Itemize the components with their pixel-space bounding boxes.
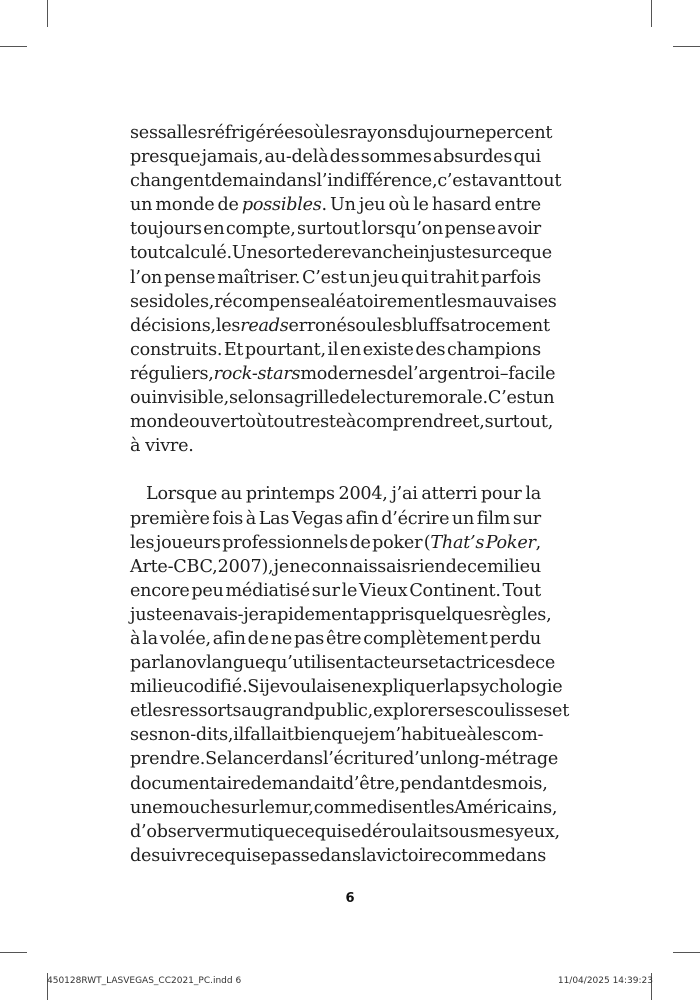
word: rock-stars [213,363,301,384]
page-number: 6 [345,891,355,906]
text-line [130,651,555,675]
word: pour [480,484,522,505]
crop-mark-top-right [651,0,652,27]
word: C’est [487,388,533,409]
text-line [130,362,556,386]
word: grille [293,388,340,409]
word: et [428,653,446,674]
word: psychologie [459,677,563,698]
word: de [386,363,408,384]
word: que [331,725,364,746]
crop-mark-left-bottom [0,952,27,953]
word: mes [478,821,514,842]
word: Vieux [359,580,408,601]
text-line [130,531,541,555]
text-line [130,121,553,145]
word: que [519,243,552,264]
word: qui [224,845,252,866]
word: film [476,508,511,529]
word: quelques [413,604,493,625]
word: se [342,821,361,842]
word: percent [485,123,553,143]
word: à [245,508,257,529]
word: au-delà [264,147,329,168]
word: qui [314,821,343,842]
word: compte, [225,219,296,240]
word: d’observer [130,821,223,842]
word: la [360,845,377,866]
word: calculé. [165,243,232,264]
word: de [514,653,536,674]
body-text [130,121,570,868]
word: Continent. [409,580,501,601]
word: parfois [480,267,541,288]
word: mois, [501,773,548,794]
word: avoir [497,219,541,240]
text-line [130,555,541,579]
word: atrocement [449,315,550,336]
word: disent [376,797,430,818]
word: printemps [245,484,335,505]
word: complètement [363,628,488,649]
word: les [441,291,466,312]
word: ressorts [171,701,242,722]
word: pendant [399,773,472,794]
word: les [215,315,241,336]
word: explorer [372,701,447,722]
word: la [444,677,460,698]
word: Se [205,749,228,770]
word: les [476,725,502,746]
word: Arte-CBC, [130,556,218,577]
word: selon [229,388,275,409]
word: prendre. [130,749,206,770]
word: au [241,701,263,722]
slug-filename: 450128RWT_LASVEGAS_CC2021_PC.indd 6 [47,976,242,986]
text-line [130,314,550,338]
word: changent [130,171,212,192]
word: ce [294,821,315,842]
word: victoire [376,845,442,866]
word: qui [513,147,541,168]
word: lecture [360,388,422,409]
word: et, [462,412,485,433]
word: facile [508,363,556,384]
word: entre [494,195,541,216]
word: d’écrire [381,508,450,529]
text-line [130,579,541,603]
word: le [341,580,358,601]
text-line [130,386,555,410]
word: codifié. [183,677,248,698]
word: Un [330,195,356,216]
word: volée, [159,628,211,649]
text-line [130,482,541,506]
word: demandait [250,773,343,794]
word: possibles. [241,195,327,216]
word: sa [274,388,294,409]
word: appris [359,604,414,625]
word: C’est [302,267,347,288]
word: connaissais [310,556,411,577]
word: perdu [489,628,541,649]
word: com- [501,725,544,746]
word: acteurs [363,653,429,674]
word: hasard [431,195,492,216]
text-line [130,675,563,699]
crop-mark-left-top [0,46,27,47]
word: je [273,556,290,577]
word: voulais [279,677,341,698]
word: les [376,315,402,336]
word: rien [410,556,446,577]
word: une [130,797,163,818]
text-line [130,266,541,290]
word: ou [130,388,152,409]
word: vivre. [145,436,194,457]
word: dans [319,845,361,866]
word: novlangue [175,653,266,674]
text-line [130,193,541,217]
word: existe [362,339,414,360]
word: à [130,436,141,457]
word: lorsqu’on [361,219,444,240]
word: la [142,628,158,649]
word: où [245,412,267,433]
word: monde [155,195,215,216]
word: l’on [130,267,163,288]
word: jeu [358,195,386,216]
word: – [499,363,509,384]
word: être [325,628,362,649]
word: invisible, [151,388,230,409]
word: tout [130,243,166,264]
word: champions [446,339,541,360]
word: de [130,845,152,866]
word: de [211,171,233,192]
word: actrices [445,653,515,674]
word: toujours [130,219,202,240]
word: main [232,171,276,192]
word: en [172,604,194,625]
word: coulisses [473,701,553,722]
word: il [327,339,339,360]
word: ses [130,291,158,312]
word: en [340,677,362,698]
word: roi [475,363,500,384]
word: récompense [214,291,321,312]
word: au [220,484,243,505]
word: jour [429,123,464,143]
word: en [339,339,362,360]
word: les [429,797,455,818]
word: encore [130,580,190,601]
text-line [130,290,557,314]
text-line [130,844,547,868]
text-line [130,217,541,241]
word: jamais, [201,147,264,168]
word: afin [345,508,379,529]
word: Lorsque [146,484,218,505]
word: la [159,653,176,674]
word: et [130,701,147,722]
word: se [251,845,271,866]
word: je [264,677,280,698]
word: un [348,267,371,288]
word: des [329,147,360,168]
text-line [130,434,541,458]
word: les [130,532,155,553]
word: joueurs [155,532,221,553]
word: de [247,628,269,649]
word: 2004, [338,484,388,505]
word: tout [266,412,302,433]
word: milieu [487,556,541,577]
word: comprendre [356,412,463,433]
word: mauvaises [465,291,557,312]
word: sur [231,797,260,818]
word: dans [504,845,547,866]
word: l’argent [407,363,476,384]
word: presque [130,147,201,168]
word: revanche [333,243,414,264]
word: de [445,556,467,577]
word: sorte [267,243,312,264]
crop-mark-right-bottom [673,952,700,953]
word: non-dits, [157,725,234,746]
word: à [466,725,477,746]
word: dans [275,171,317,192]
word: mur, [274,797,314,818]
text-line [130,507,541,531]
word: Tout [502,580,541,601]
word: qu’utilisent [265,653,364,674]
word: des [471,773,502,794]
word: bluffs [401,315,450,336]
word: maîtriser. [217,267,301,288]
text-line [130,772,548,796]
word: ce [499,243,520,264]
word: ses [130,123,158,143]
word: sommes [360,147,432,168]
word: et [552,701,570,722]
word: Poker, [485,532,541,553]
text-line [130,410,554,434]
word: Vegas [291,508,343,529]
word: je [363,725,380,746]
text-line [130,820,560,844]
word: comme [313,797,377,818]
word: des [415,339,446,360]
word: jeu [372,267,399,288]
word: sous [439,821,479,842]
word: dans [281,749,323,770]
crop-mark-top-left [47,0,48,27]
word: public, [314,701,373,722]
word: trahit [430,267,479,288]
word: absurdes [432,147,513,168]
word: mutique [222,821,295,842]
word: expliquer [362,677,445,698]
word: réguliers, [130,363,214,384]
word: grand [262,701,315,722]
word: documentaire [130,773,251,794]
slug-timestamp: 11/04/2025 14:39:23 [557,976,653,986]
word: l’écriture [322,749,404,770]
word: un [130,195,153,216]
word: j’ai [391,484,418,505]
word: pas [293,628,325,649]
word: comme [441,845,505,866]
text-line [130,241,552,265]
word: qui [400,267,429,288]
word: ne [270,628,293,649]
word: ou [355,315,377,336]
word: Et [223,339,244,360]
word: de [217,195,239,216]
word: ne [289,556,311,577]
word: lancer [227,749,282,770]
text-line [130,699,570,723]
word: de [339,388,361,409]
paragraph [130,121,562,458]
word: ce [204,845,225,866]
word: fallait [244,725,294,746]
word: pense [164,267,216,288]
crop-mark-right-top [673,46,700,47]
word: le [413,195,429,216]
word: suivre [151,845,205,866]
word: tout [526,171,562,192]
word: ouvert [189,412,246,433]
word: sur [471,243,500,264]
word: c’est [437,171,479,192]
word: salles [157,123,207,143]
word: construits. [130,339,223,360]
word: Las [258,508,290,529]
word: à [345,412,357,433]
word: le [259,797,275,818]
word: règles, [492,604,552,625]
word: juste [130,604,173,625]
text-line [130,338,541,362]
word: injuste [413,243,472,264]
word: Américains, [454,797,558,818]
word: m’habitue [379,725,467,746]
word: décisions, [130,315,216,336]
word: sur [311,580,340,601]
word: de [311,243,334,264]
word: de [349,532,371,553]
word: Une [231,243,268,264]
paragraph [130,482,570,868]
word: les [324,123,349,143]
text-line [130,169,562,193]
word: mouche [162,797,232,818]
word: en [203,219,225,240]
word: où [303,123,325,143]
word: réfrigérées [206,123,304,143]
word: surtout, [484,412,554,433]
word: déroulait [361,821,440,842]
word: sur [512,508,541,529]
word: passe [270,845,320,866]
text-line [130,747,559,771]
word: monde [130,412,190,433]
word: erronés [288,315,356,336]
word: modernes [300,363,387,384]
word: poker [372,532,423,553]
word: d’un [403,749,442,770]
word: il [233,725,245,746]
word: fois [212,508,244,529]
word: (That’s [423,532,485,553]
text-line [130,723,544,747]
word: reste [301,412,346,433]
word: pourtant, [244,339,326,360]
word: afin [212,628,246,649]
word: les [146,701,172,722]
word: reads [240,315,289,336]
word: pense [444,219,496,240]
word: aléatoirement [320,291,442,312]
word: ses [130,725,158,746]
word: où [388,195,410,216]
paragraph-gap [130,458,541,482]
word: par [130,653,160,674]
text-line [130,145,541,169]
text-line [130,796,558,820]
word: du [407,123,430,143]
word: avant [478,171,527,192]
word: un [451,508,475,529]
word: Si [247,677,265,698]
word: un [532,388,555,409]
word: médiatisé [225,580,310,601]
word: rapidement [258,604,360,625]
word: bien [293,725,332,746]
word: d’être, [342,773,400,794]
word: la [525,484,541,505]
text-line [130,627,541,651]
word: première [130,508,210,529]
word: ce [535,653,555,674]
word: rayons [348,123,408,143]
word: milieu [130,677,184,698]
word: 2007), [217,556,274,577]
word: à [130,628,141,649]
text-line [130,603,552,627]
word: peu [191,580,224,601]
word: idoles, [157,291,215,312]
word: professionnels [222,532,348,553]
word: atterri [421,484,478,505]
word: ne [463,123,486,143]
word: long-métrage [441,749,559,770]
word: surtout [297,219,361,240]
word: avais-je [193,604,259,625]
word: yeux, [513,821,560,842]
word: ses [446,701,474,722]
word: l’indifférence, [316,171,438,192]
word: morale. [421,388,488,409]
word: ce [467,556,487,577]
